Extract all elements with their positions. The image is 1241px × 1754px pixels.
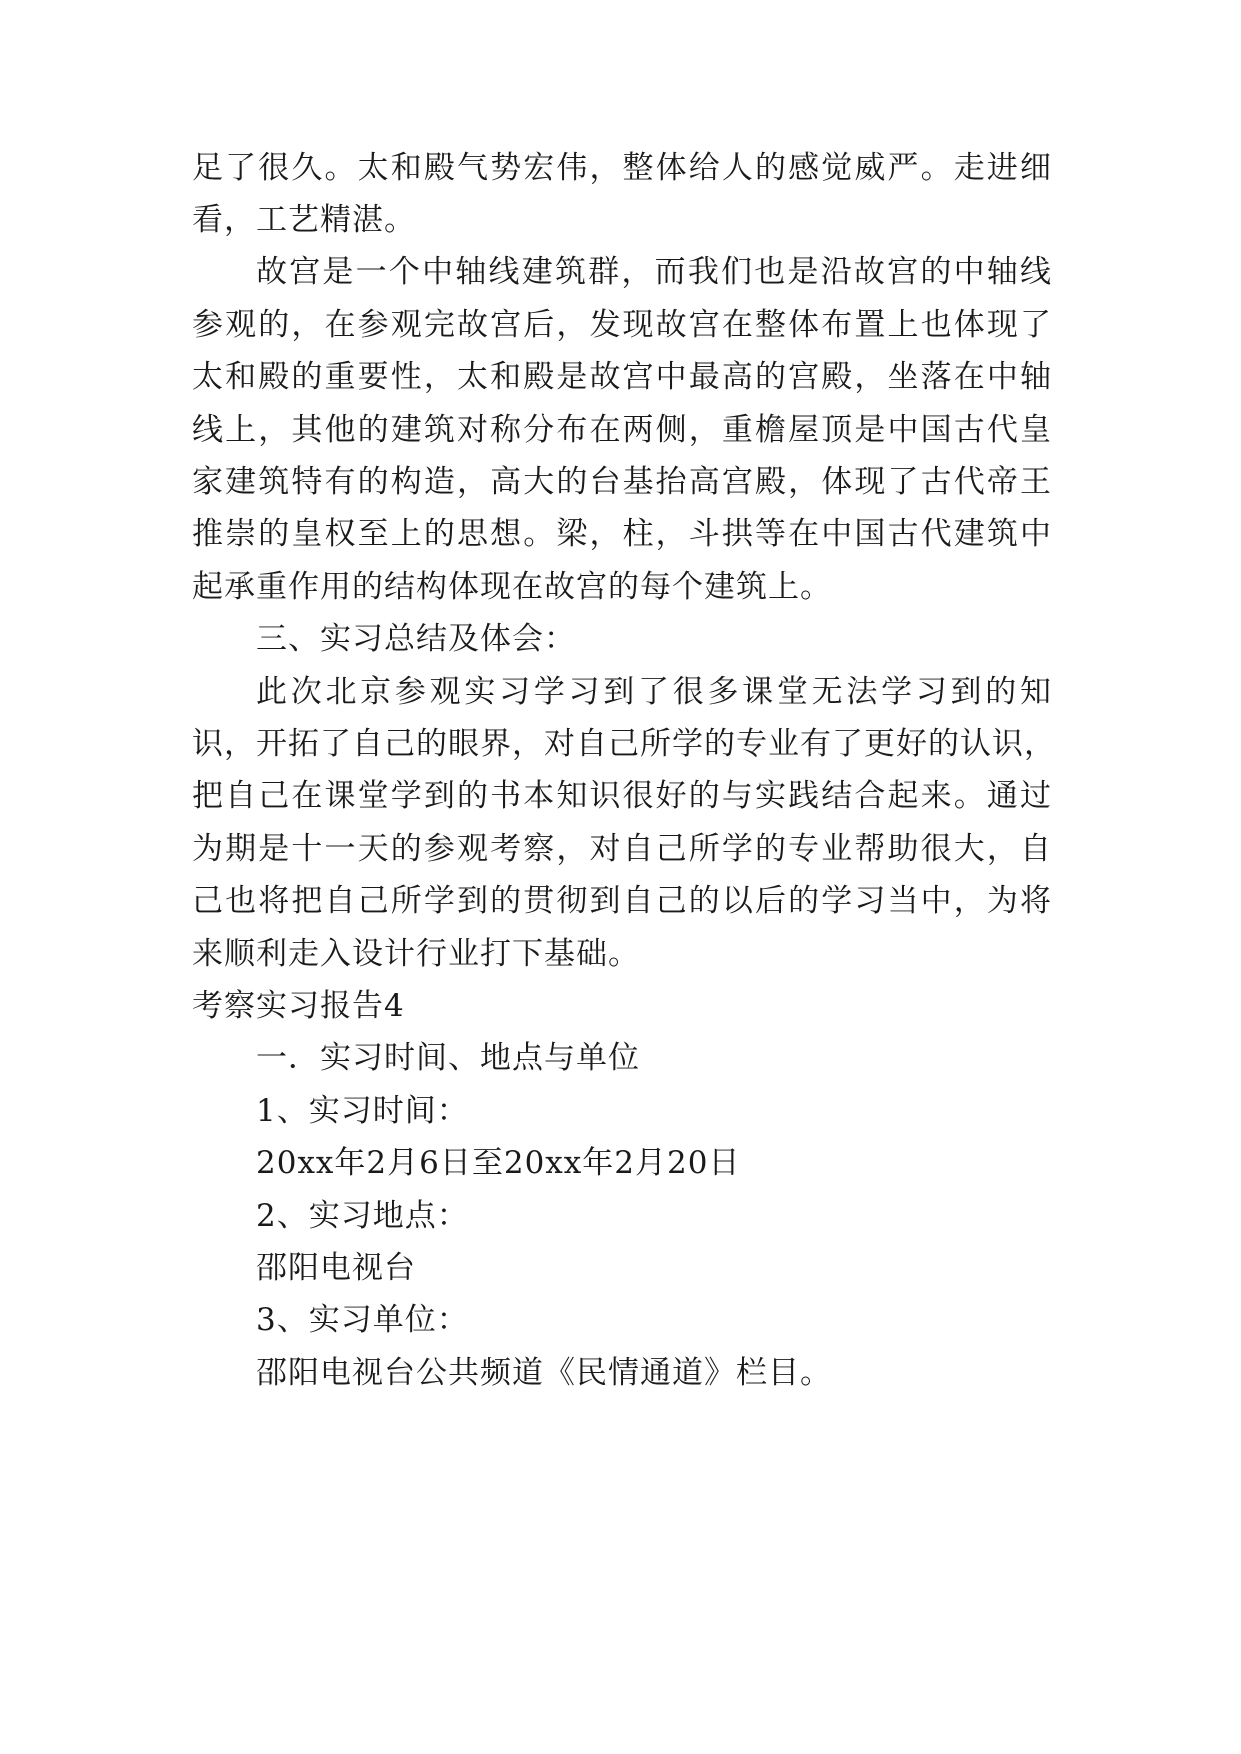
paragraph-first-line: 故宫是一个中轴线建筑群，而我们也是沿故宫的中轴线: [256, 254, 1052, 290]
section-heading: 一．实习时间、地点与单位: [256, 1040, 640, 1076]
item-value: 邵阳电视台公共频道《民情通道》栏目。: [256, 1355, 832, 1391]
item-label: 1、实习时间：: [256, 1093, 469, 1129]
text-line: 己也将把自己所学到的贯彻到自己的以后的学习当中，为将: [192, 883, 1052, 919]
text-line: 来顺利走入设计行业打下基础。: [192, 936, 640, 972]
text-line: 起承重作用的结构体现在故宫的每个建筑上。: [192, 569, 832, 605]
item-label: 2、实习地点：: [256, 1198, 469, 1234]
text-line: 太和殿的重要性，太和殿是故宫中最高的宫殿，坐落在中轴: [192, 359, 1052, 395]
item-value: 邵阳电视台: [256, 1250, 416, 1286]
text-line: 推崇的皇权至上的思想。梁，柱，斗拱等在中国古代建筑中: [192, 516, 1052, 552]
text-line: 看，工艺精湛。: [192, 202, 416, 238]
text-line: 为期是十一天的参观考察，对自己所学的专业帮助很大，自: [192, 831, 1052, 867]
text-line: 识，开拓了自己的眼界，对自己所学的专业有了更好的认识，: [192, 726, 1056, 762]
text-line: 线上，其他的建筑对称分布在两侧，重檐屋顶是中国古代皇: [192, 412, 1052, 448]
item-label: 3、实习单位：: [256, 1302, 469, 1338]
report-title: 考察实习报告4: [192, 988, 405, 1024]
text-line: 参观的，在参观完故宫后，发现故宫在整体布置上也体现了: [192, 307, 1052, 343]
text-line: 足了很久。太和殿气势宏伟，整体给人的感觉威严。走进细: [192, 150, 1052, 186]
item-value: 20xx年2月6日至20xx年2月20日: [256, 1145, 741, 1181]
text-line: 把自己在课堂学到的书本知识很好的与实践结合起来。通过: [192, 778, 1052, 814]
paragraph-first-line: 此次北京参观实习学习到了很多课堂无法学习到的知: [256, 674, 1052, 710]
text-line: 家建筑特有的构造，高大的台基抬高宫殿，体现了古代帝王: [192, 464, 1052, 500]
section-heading: 三、实习总结及体会：: [256, 621, 576, 657]
